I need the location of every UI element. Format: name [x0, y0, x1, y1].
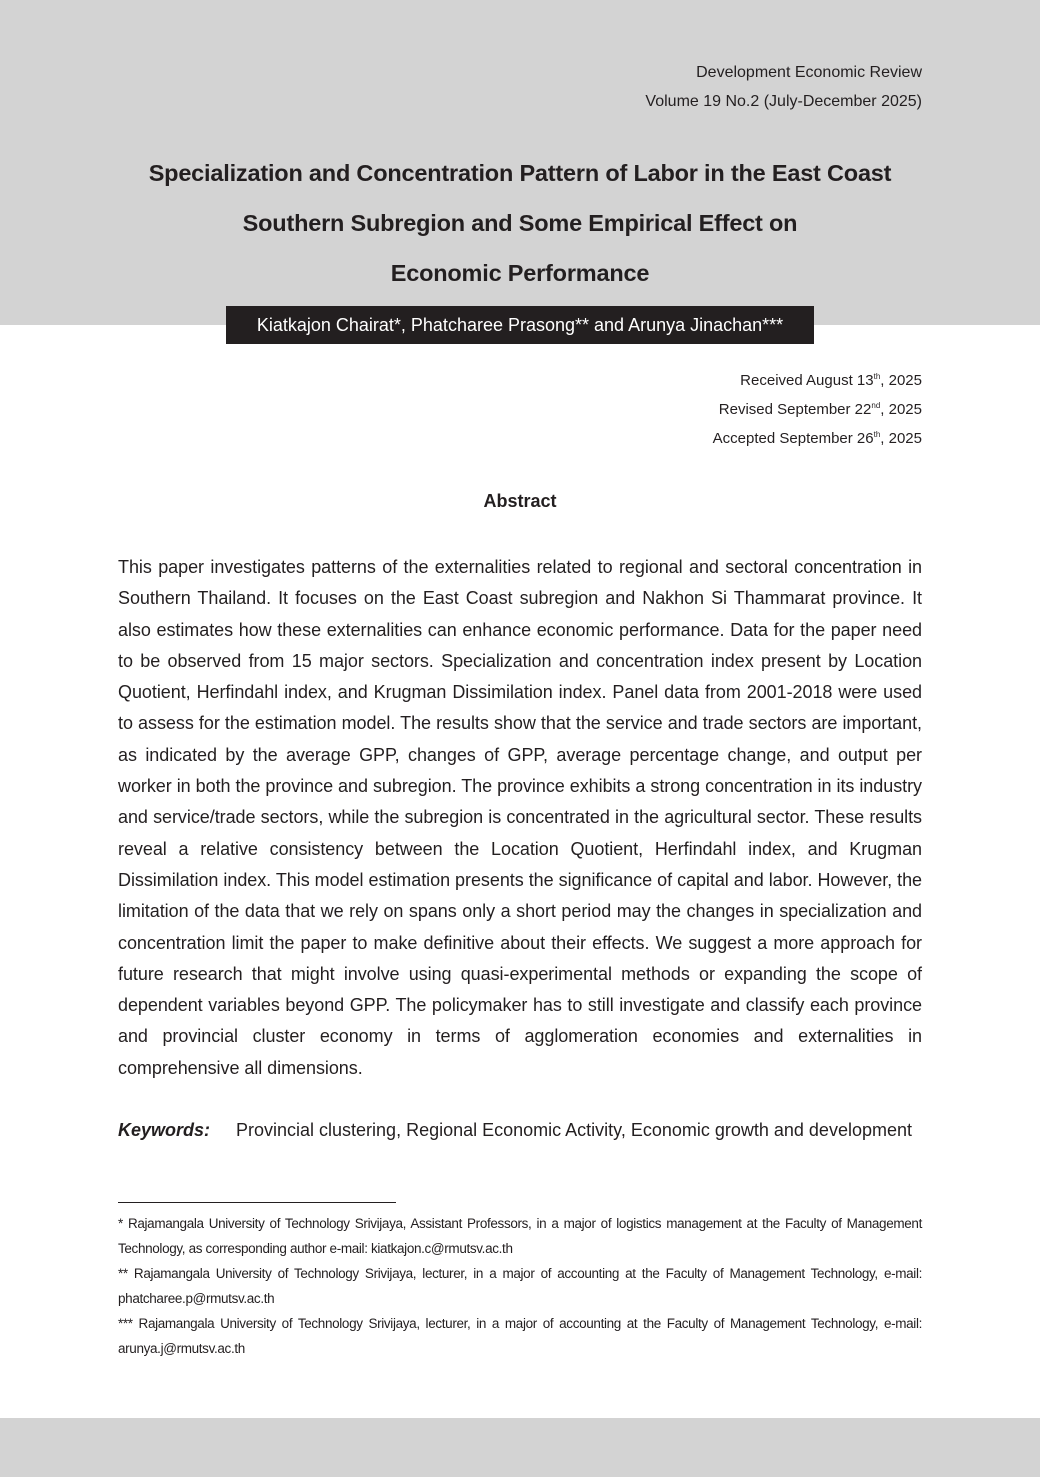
- journal-issue: Volume 19 No.2 (July-December 2025): [645, 93, 922, 110]
- footnotes: [118, 1211, 922, 1361]
- title-line: Specialization and Concentration Pattern of Labor in the East Coast: [148, 160, 892, 186]
- submission-dates: [713, 366, 922, 453]
- received-date: Received August 13th, 2025: [740, 372, 922, 389]
- footer-band: [0, 1418, 1040, 1477]
- author-list: Kiatkajon Chairat*, Phatcharee Prasong** and Arunya Jinachan***: [226, 306, 814, 344]
- footnote-divider: [118, 1202, 396, 1203]
- footnote: * Rajamangala University of Technology Srivijaya, Assistant Professors, in a major of logistics management at the Faculty of Management Technology, as corresponding author e-mail: kiatkajon.c@rmutsv.ac.th: [118, 1216, 922, 1256]
- accepted-date: Accepted September 26th, 2025: [712, 430, 922, 447]
- keywords-label: Keywords:: [118, 1120, 211, 1140]
- title-line: Southern Subregion and Some Empirical Effect on: [242, 210, 798, 236]
- keywords-text: Provincial clustering, Regional Economic Activity, Economic growth and development: [236, 1120, 912, 1140]
- revised-date: Revised September 22nd, 2025: [718, 401, 922, 418]
- footnote: *** Rajamangala University of Technology Srivijaya, lecturer, in a major of accounting at the Faculty of Management Technology, e-mail: arunya.j@rmutsv.ac.th: [118, 1316, 922, 1356]
- abstract-heading: Abstract: [483, 491, 557, 511]
- title-line: Economic Performance: [390, 260, 650, 286]
- journal-name: Development Economic Review: [696, 64, 922, 81]
- journal-info: [645, 58, 922, 116]
- footnote: ** Rajamangala University of Technology Srivijaya, lecturer, in a major of accounting at the Faculty of Management Technology, e-mail: phatcharee.p@rmutsv.ac.th: [118, 1266, 922, 1306]
- abstract-body: This paper investigates patterns of the externalities related to regional and sectoral concentration in Southern Thailand. It focuses on the East Coast subregion and Nakhon Si Thammarat province. It also estimates how these externalities can enhance economic performance. Data for the paper need to be observed from 15 major sectors. Specialization and concentration index present by Location Quotient, Herfindahl index, and Krugman Dissimilation index. Panel data from 2001-2018 were used to assess for the estimation model. The results show that the service and trade sectors are important, as indicated by the average GPP, changes of GPP, average percentage change, and output per worker in both the province and subregion. The province exhibits a strong concentration in its industry and service/trade sectors, while the subregion is concentrated in the agricultural sector. These results reveal a relative consistency between the Location Quotient, Herfindahl index, and Krugman Dissimilation index. This model estimation presents the significance of capital and labor. However, the limitation of the data that we rely on spans only a short period may the changes in specialization and concentration limit the paper to make definitive about their effects. We suggest a more approach for future research that might involve using quasi-experimental methods or expanding the scope of dependent variables beyond GPP. The policymaker has to still investigate and classify each province and provincial cluster economy in terms of agglomeration economies and externalities in comprehensive all dimensions.: [118, 557, 922, 1078]
- paper-title: [100, 148, 940, 298]
- keywords: [118, 1115, 922, 1146]
